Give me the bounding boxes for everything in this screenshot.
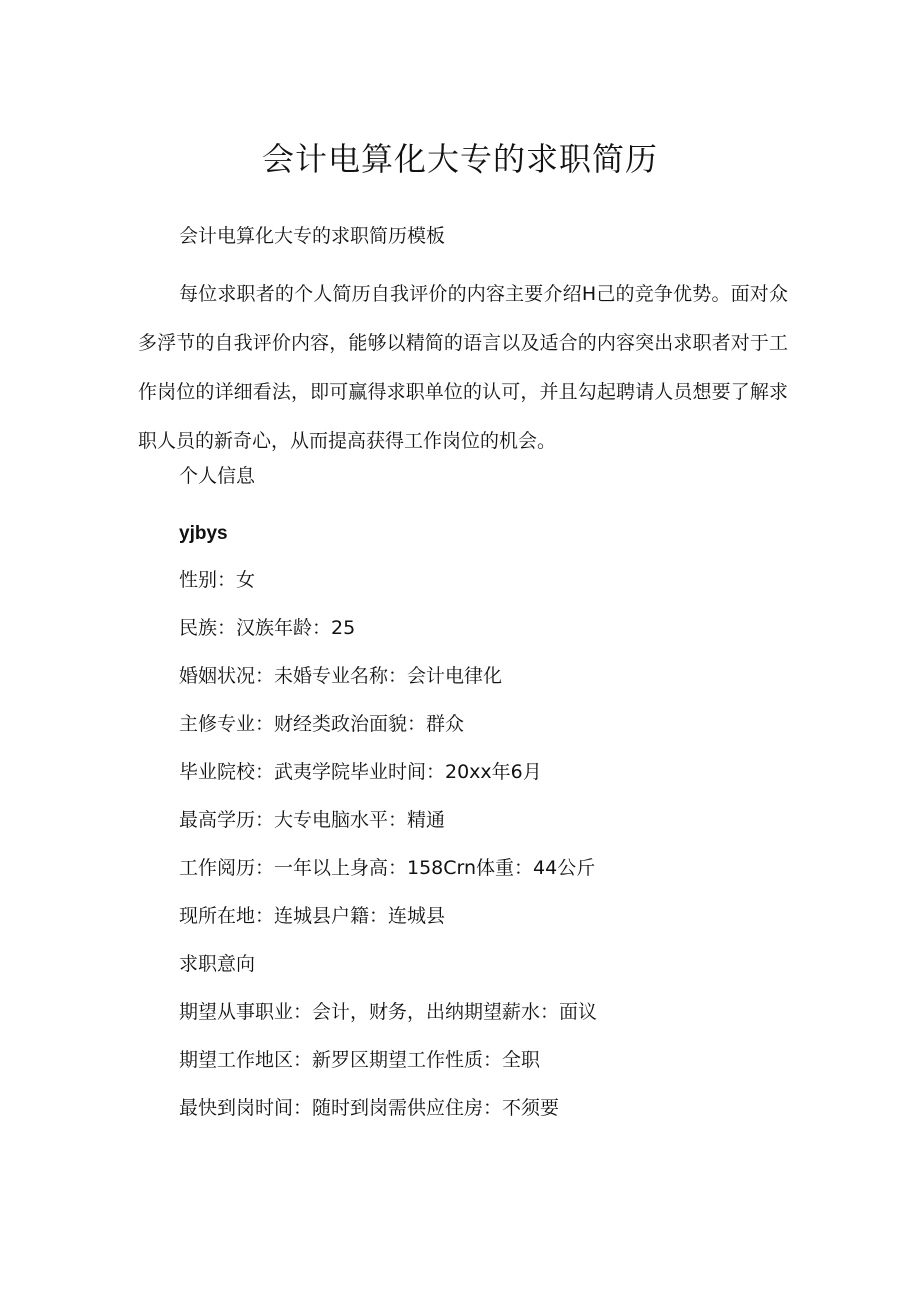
candidate-name: yjbys	[179, 523, 228, 544]
info-line-school-graduation: 毕业院校：武夷学院毕业时间：20xx年6月	[179, 761, 542, 783]
section-heading-personal: 个人信息	[179, 465, 256, 487]
info-line-education-computer: 最高学历：大专电脑水平：精通	[179, 809, 446, 831]
info-line-marital-major: 婚姻状况：未婚专业名称：会计电律化	[179, 665, 503, 687]
intent-line-occupation-salary: 期望从事职业：会计，财务，出纳期望薪水：面议	[179, 1001, 598, 1023]
section-heading-intent: 求职意向	[179, 953, 256, 975]
document-title: 会计电算化大专的求职简历	[261, 140, 658, 178]
info-line-gender: 性别：女	[179, 569, 256, 591]
intent-line-region-type: 期望工作地区：新罗区期望工作性质：全职	[179, 1049, 541, 1071]
info-line-experience-body: 工作阅历：一年以上身高：158Crn体重：44公斤	[179, 857, 596, 879]
intro-paragraph: 每位求职者的个人简历自我评价的内容主要介绍H己的竞争优势。面对众多浮节的自我评价内容，能够以精简的语言以及适合的内容突出求职者对于工作岗位的详细看法，即可赢得求职单位的认可，并且勾起聘请人员想要了解求职人员的新奇心，从而提高获得工作岗位的机会。	[138, 283, 788, 452]
info-line-study-politics: 主修专业：财经类政治面貌：群众	[179, 713, 465, 735]
info-line-ethnicity-age: 民族：汉族年龄：25	[179, 617, 356, 639]
info-line-location-registry: 现所在地：连城县户籍：连城县	[179, 905, 446, 927]
intent-line-availability-housing: 最快到岗时间：随时到岗需供应住房：不须要	[179, 1097, 560, 1119]
document-subtitle: 会计电算化大专的求职简历模板	[179, 225, 446, 247]
